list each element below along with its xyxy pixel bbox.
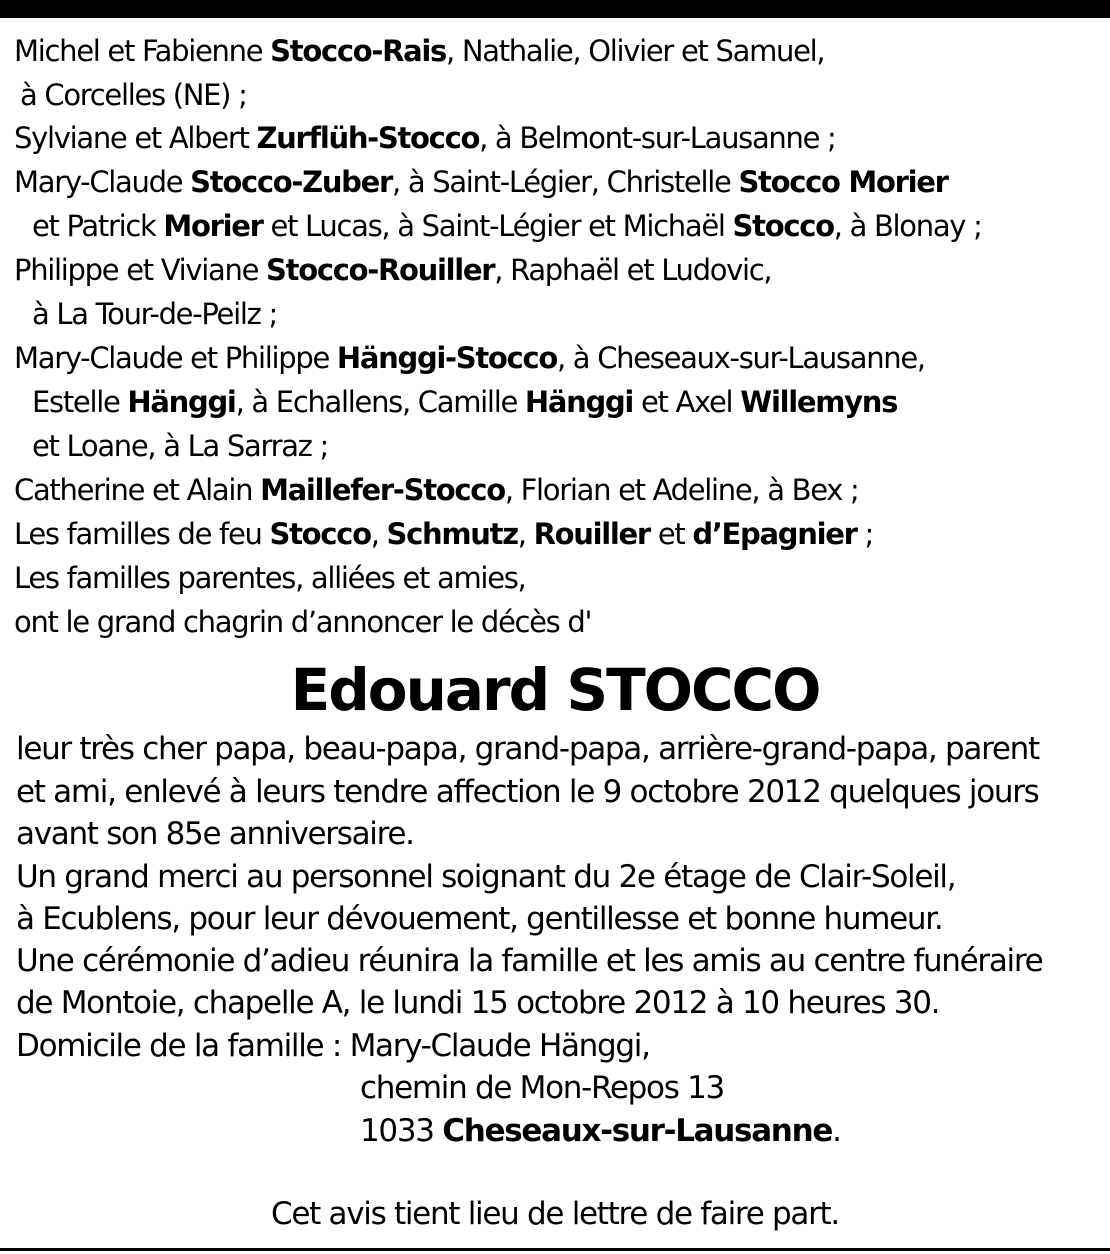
text-segment: et Axel bbox=[633, 385, 741, 419]
text-segment: , Raphaël et Ludovic, bbox=[494, 253, 772, 287]
family-line-11 bbox=[14, 470, 859, 510]
family-name-bold: Schmutz bbox=[386, 517, 518, 551]
body-line-2: et ami, enlevé à leurs tendre affection le 9 octobre 2012 quelques jours bbox=[16, 774, 1039, 810]
family-line-3 bbox=[14, 118, 836, 158]
family-line-13 bbox=[14, 558, 525, 598]
body-line-4: Un grand merci au personnel soignant du 2e étage de Clair-Soleil, bbox=[16, 859, 956, 895]
deceased-name-heading: Edouard STOCCO bbox=[290, 656, 820, 724]
family-line-10 bbox=[32, 426, 328, 466]
text-segment: , à Blonay ; bbox=[833, 209, 982, 243]
body-line-5: à Ecublens, pour leur dévouement, gentillesse et bonne humeur. bbox=[16, 901, 943, 937]
body-line-7: de Montoie, chapelle A, le lundi 15 octobre 2012 à 10 heures 30. bbox=[16, 985, 940, 1021]
family-name-bold: Stocco-Zuber bbox=[190, 165, 392, 199]
family-line-7 bbox=[32, 294, 277, 334]
family-name-bold: Rouiller bbox=[533, 517, 650, 551]
text-segment: et bbox=[649, 517, 693, 551]
family-line-1 bbox=[14, 31, 824, 71]
family-line-2 bbox=[20, 75, 247, 115]
body-line-3: avant son 85e anniversaire. bbox=[16, 816, 414, 852]
family-name-bold: d’Epagnier bbox=[692, 517, 857, 551]
text-segment: , à Echallens, Camille bbox=[235, 385, 525, 419]
family-name-bold: Maillefer-Stocco bbox=[260, 473, 505, 507]
family-line-12 bbox=[14, 514, 873, 554]
family-line-8 bbox=[14, 338, 925, 378]
text-segment: 1033 bbox=[360, 1113, 443, 1149]
family-line-14 bbox=[14, 602, 591, 642]
text-segment: Sylviane et Albert bbox=[14, 121, 257, 155]
family-line-6 bbox=[14, 250, 771, 290]
text-segment: et Patrick bbox=[32, 209, 164, 243]
text-segment: et Lucas, à Saint-Légier et Michaël bbox=[262, 209, 733, 243]
text-segment: , à Saint-Légier, Christelle bbox=[392, 165, 739, 199]
text-segment: Les familles parentes, alliées et amies, bbox=[14, 561, 526, 595]
family-name-bold: Stocco bbox=[269, 517, 371, 551]
text-segment: . bbox=[832, 1113, 841, 1149]
family-name-bold: Stocco bbox=[732, 209, 834, 243]
text-segment: Michel et Fabienne bbox=[14, 34, 271, 68]
family-name-bold: Stocco Morier bbox=[738, 165, 948, 199]
text-segment: Mary-Claude et Philippe bbox=[14, 341, 337, 375]
address-city-bold: Cheseaux-sur-Lausanne bbox=[442, 1113, 833, 1149]
text-segment: Les familles de feu bbox=[14, 517, 270, 551]
family-line-5 bbox=[32, 206, 982, 246]
text-segment: , bbox=[517, 517, 534, 551]
address-line-2: chemin de Mon-Repos 13 bbox=[360, 1070, 724, 1106]
text-segment: , bbox=[370, 517, 387, 551]
address-line-1: Domicile de la famille : Mary-Claude Hänggi, bbox=[16, 1028, 650, 1064]
text-segment: ont le grand chagrin d’annoncer le décès d' bbox=[14, 605, 592, 639]
family-name-bold: Willemyns bbox=[740, 385, 898, 419]
family-name-bold: Stocco-Rais bbox=[270, 34, 446, 68]
text-segment: à Corcelles (NE) ; bbox=[20, 78, 247, 112]
top-border-bar bbox=[0, 0, 1110, 18]
family-name-bold: Stocco-Rouiller bbox=[266, 253, 495, 287]
body-line-1: leur très cher papa, beau-papa, grand-papa, arrière-grand-papa, parent bbox=[16, 731, 1039, 767]
text-segment: , à Cheseaux-sur-Lausanne, bbox=[556, 341, 925, 375]
family-line-9 bbox=[32, 382, 897, 422]
family-line-4 bbox=[14, 162, 948, 202]
text-segment: Mary-Claude bbox=[14, 165, 191, 199]
body-line-6: Une cérémonie d’adieu réunira la famille et les amis au centre funéraire bbox=[16, 943, 1043, 979]
family-name-bold: Morier bbox=[163, 209, 263, 243]
text-segment: Catherine et Alain bbox=[14, 473, 261, 507]
text-segment: et Loane, à La Sarraz ; bbox=[32, 429, 328, 463]
text-segment: Estelle bbox=[32, 385, 128, 419]
text-segment: ; bbox=[856, 517, 873, 551]
closing-note: Cet avis tient lieu de lettre de faire part. bbox=[271, 1196, 839, 1232]
text-segment: , Nathalie, Olivier et Samuel, bbox=[446, 34, 825, 68]
bottom-border-rule bbox=[0, 1248, 1110, 1251]
family-name-bold: Hänggi bbox=[524, 385, 634, 419]
address-line-3 bbox=[360, 1110, 841, 1153]
text-segment: Philippe et Viviane bbox=[14, 253, 267, 287]
family-name-bold: Hänggi-Stocco bbox=[336, 341, 557, 375]
text-segment: , Florian et Adeline, à Bex ; bbox=[504, 473, 859, 507]
text-segment: , à Belmont-sur-Lausanne ; bbox=[479, 121, 836, 155]
text-segment: à La Tour-de-Peilz ; bbox=[32, 297, 277, 331]
family-name-bold: Hänggi bbox=[127, 385, 236, 419]
family-name-bold: Zurflüh-Stocco bbox=[256, 121, 480, 155]
